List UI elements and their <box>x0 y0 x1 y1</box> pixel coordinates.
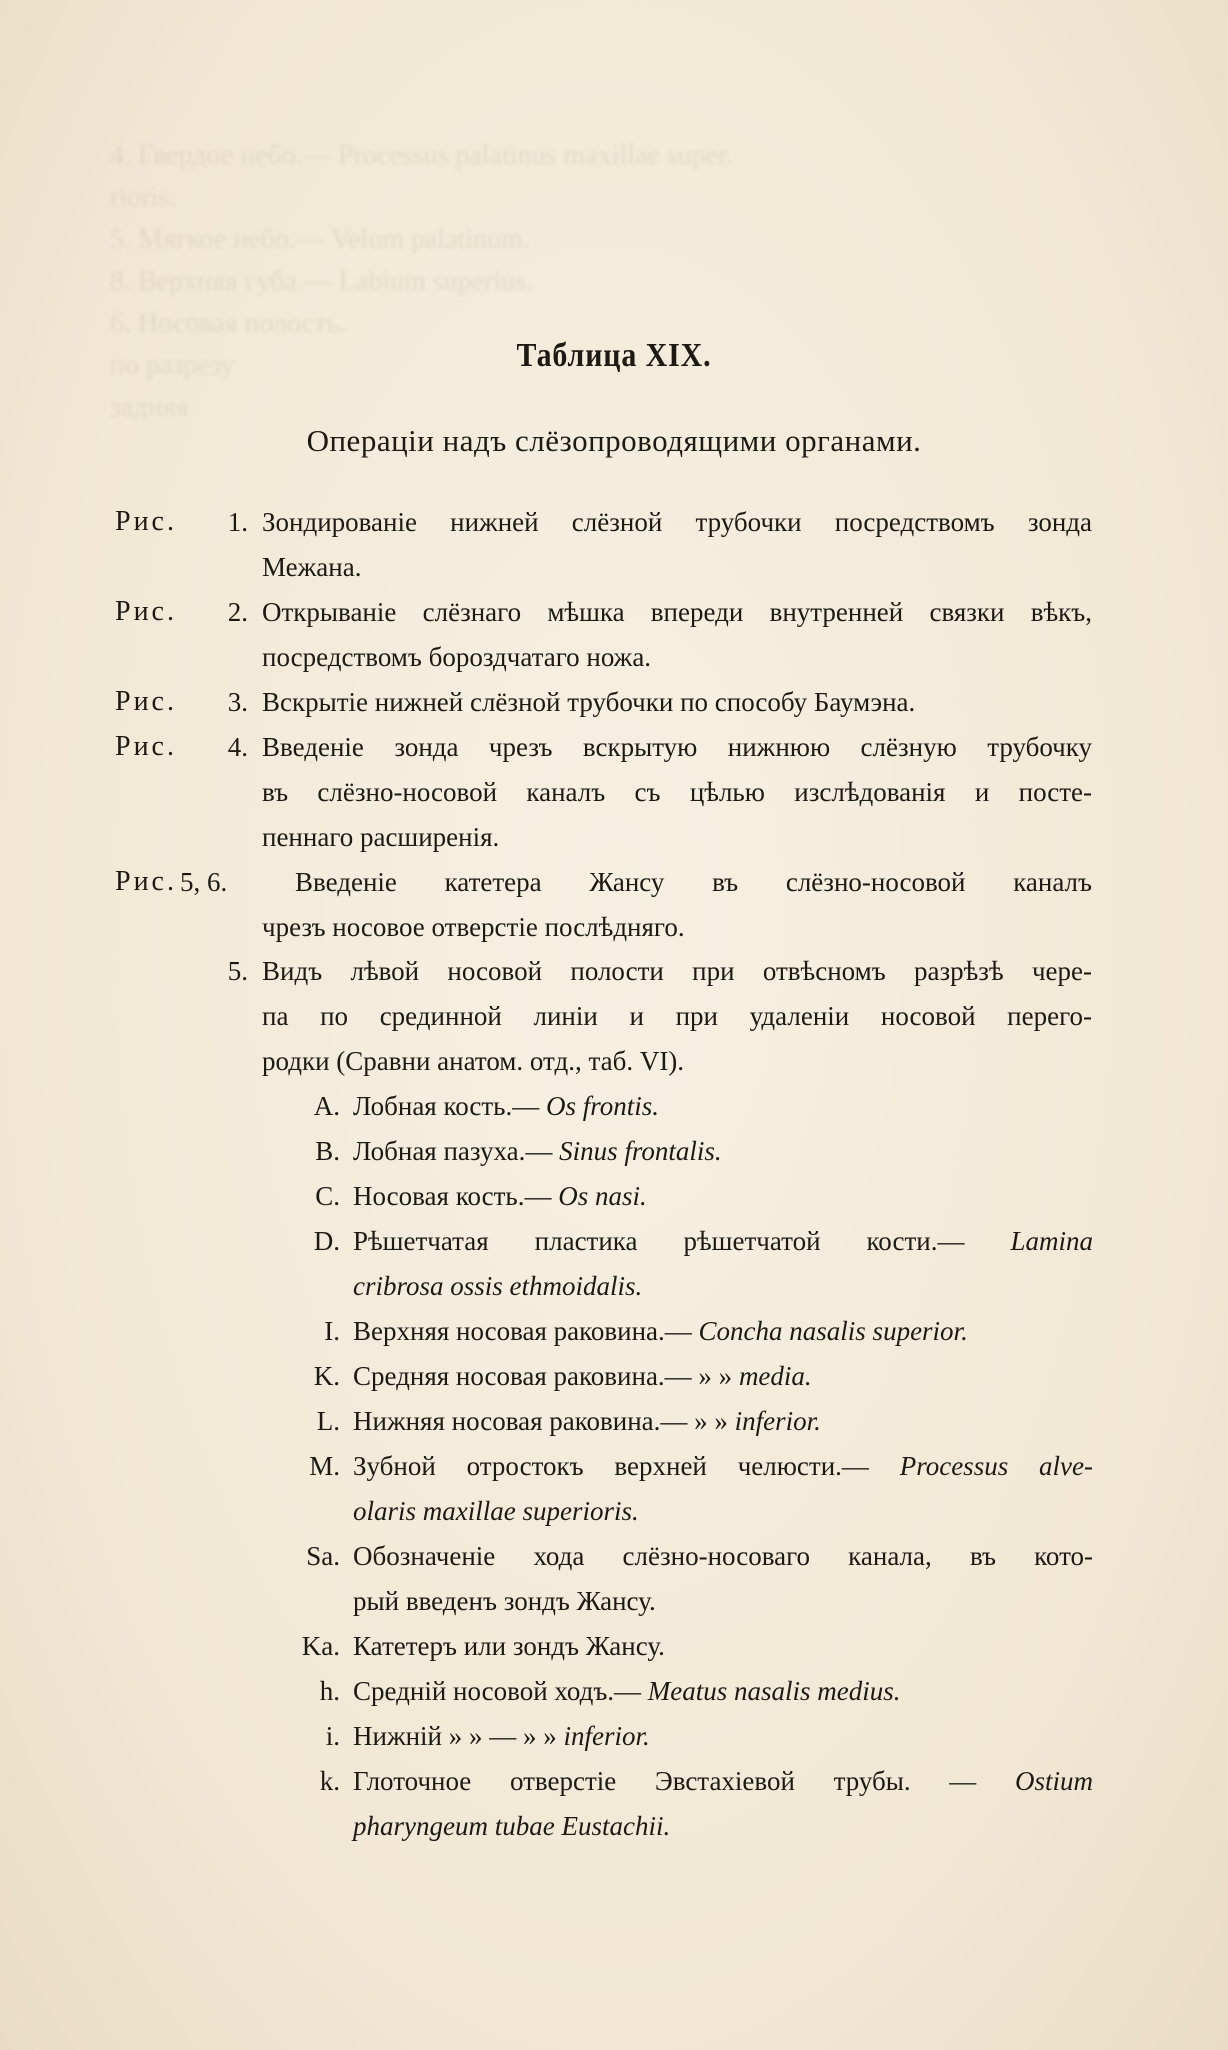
figure-number: 1. <box>227 507 248 537</box>
page-title: Таблица XIX. <box>516 337 712 374</box>
legend-latin: inferior. <box>563 1721 650 1751</box>
legend-letter: L. <box>316 1406 340 1436</box>
legend-letter: B. <box>315 1136 340 1166</box>
legend-letter: k. <box>319 1766 340 1796</box>
legend-russian: Катетеръ или зондъ Жансу. <box>353 1631 665 1661</box>
figure-label: Рис. <box>115 686 177 717</box>
bleed-line: 5. Мягкое небо.— Velum palatinum. <box>110 224 530 255</box>
legend-letter: I. <box>324 1316 340 1346</box>
legend-letter: h. <box>319 1676 340 1706</box>
legend-russian: Лобная пазуха.— <box>353 1136 560 1166</box>
legend-russian: Верхняя носовая раковина.— <box>353 1316 699 1346</box>
bleed-line: по разрезу <box>110 350 235 381</box>
legend-text-line <box>353 1671 1093 1711</box>
legend-text-line <box>353 1536 1093 1576</box>
legend-text-line <box>353 1401 1093 1441</box>
bleed-line: 4. Гвердое небо.— Processus palatinus maxillae super. <box>110 140 733 171</box>
figure-text-line: посредствомъ бороздчатаго ножа. <box>262 642 652 672</box>
legend-text-line <box>353 1716 1093 1756</box>
figure-number: 3. <box>227 687 248 717</box>
figure-label: Рис. <box>115 596 177 627</box>
legend-latin: Concha nasalis superior. <box>698 1316 968 1346</box>
legend-text-line <box>353 1626 1093 1666</box>
legend-latin: pharyngeum tubae Eustachii. <box>353 1811 671 1841</box>
figure-text-line: въ слёзно-носовой каналъ съ цѣлью изслѣдованiя и посте- <box>262 777 1092 807</box>
figure-text-line: пеннаго расширенiя. <box>262 822 500 852</box>
legend-letter: Sa. <box>306 1541 340 1571</box>
legend-letter: D. <box>313 1226 340 1256</box>
legend-russian: Нижнiй » » — » » <box>353 1721 564 1751</box>
legend-text-line <box>353 1581 1093 1621</box>
legend-russian: Средняя носовая раковина.— » » <box>353 1361 739 1391</box>
figure-text-line: чрезъ носовое отверстiе послѣдняго. <box>262 912 685 942</box>
legend-letter: C. <box>315 1181 340 1211</box>
bleed-line: rioris. <box>110 182 177 213</box>
legend-letter: M. <box>309 1451 340 1481</box>
legend-latin: Os nasi. <box>558 1181 647 1211</box>
legend-latin: inferior. <box>734 1406 821 1436</box>
legend-text-line <box>353 1806 1093 1846</box>
legend-letter: K. <box>313 1361 340 1391</box>
legend-text-line <box>353 1446 1093 1486</box>
legend-russian: Зубной отростокъ верхней челюсти.— <box>353 1451 900 1481</box>
legend-text-line <box>353 1761 1093 1801</box>
bleed-line: 8. Верхняя губа.— Labium superius. <box>110 266 534 297</box>
page-subtitle: Операцiи надъ слёзопроводящими органами. <box>306 423 922 458</box>
figure-text-line: Видъ лѣвой носовой полости при отвѣсномъ разрѣзѣ чере- <box>262 956 1092 986</box>
legend-russian: Среднiй носовой ходъ.— <box>353 1676 648 1706</box>
legend-russian: Обозначенiе хода слёзно-носоваго канала, въ кото- <box>353 1541 1093 1571</box>
legend-russian: Глоточное отверстiе Эвстахiевой трубы. — <box>353 1766 1015 1796</box>
figure-number: 4. <box>227 732 248 762</box>
legend-latin: Sinus frontalis. <box>559 1136 722 1166</box>
legend-text-line <box>353 1176 1093 1216</box>
legend-letter: A. <box>313 1091 340 1121</box>
legend-russian: Лобная кость.— <box>353 1091 546 1121</box>
legend-text-line <box>353 1356 1093 1396</box>
figure-number: 5. <box>227 956 248 986</box>
bleed-line: 6. Носовая полость. <box>110 308 347 339</box>
figure-number: 2. <box>227 597 248 627</box>
legend-latin: media. <box>738 1361 812 1391</box>
legend-latin: Meatus nasalis medius. <box>647 1676 901 1706</box>
figure-text-line: па по срединной линiи и при удаленiи носовой перего- <box>262 1001 1092 1031</box>
legend-latin: Os frontis. <box>546 1091 660 1121</box>
bleed-line: задняя <box>110 392 189 423</box>
legend-text-line <box>353 1311 1093 1351</box>
legend-russian: Носовая кость.— <box>353 1181 559 1211</box>
legend-text-line <box>353 1086 1093 1126</box>
legend-latin: Lamina <box>1010 1226 1093 1256</box>
figure-text-line: Вскрытiе нижней слёзной трубочки по способу Баумэна. <box>262 687 916 717</box>
figure-text-line: Введенiе катетера Жансу въ слёзно-носовой каналъ <box>295 867 1092 897</box>
figure-label: Рис. <box>115 731 177 762</box>
figure-label: Рис. <box>115 866 177 897</box>
legend-latin: Ostium <box>1014 1766 1093 1796</box>
figure-text-line: Открыванiе слёзнаго мѣшка впереди внутренней связки вѣкъ, <box>262 597 1092 627</box>
legend-russian: Нижняя носовая раковина.— » » <box>353 1406 735 1436</box>
legend-russian: Рѣшетчатая пластика рѣшетчатой кости.— <box>353 1226 1011 1256</box>
figure-text-line: Межана. <box>262 552 362 582</box>
legend-text-line <box>353 1491 1093 1531</box>
figure-label: Рис. <box>115 506 177 537</box>
legend-letter: Ka. <box>301 1631 340 1661</box>
figure-text-line: Зондированiе нижней слёзной трубочки посредствомъ зонда <box>262 507 1092 537</box>
figure-number: 5, 6. <box>180 867 228 897</box>
show-through-text <box>110 135 1090 465</box>
legend-text-line <box>353 1131 1093 1171</box>
legend-latin: olaris maxillae superioris. <box>353 1496 639 1526</box>
legend-text-line <box>353 1221 1093 1261</box>
legend-text-line <box>353 1266 1093 1306</box>
figure-text-line: родки (Сравни анатом. отд., таб. VI). <box>262 1046 685 1076</box>
figure-text-line: Введенiе зонда чрезъ вскрытую нижнюю слёзную трубочку <box>262 732 1092 762</box>
legend-latin: Processus alve- <box>899 1451 1093 1481</box>
legend-letter: i. <box>325 1721 340 1751</box>
legend-russian: рый введенъ зондъ Жансу. <box>353 1586 656 1616</box>
legend-latin: cribrosa ossis ethmoidalis. <box>353 1271 643 1301</box>
